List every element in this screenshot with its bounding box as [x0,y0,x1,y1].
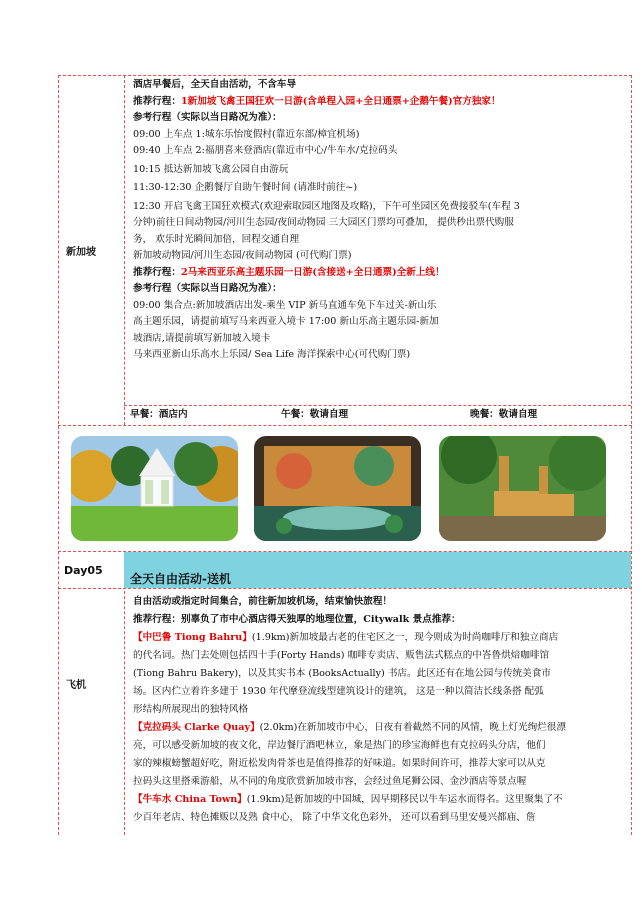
itinerary-line [133,774,629,791]
itinerary-line-text: 推荐行程：别辜负了市中心酒店得天独厚的地理位置，Citywalk 景点推荐： [133,614,461,625]
table-border-top [58,75,632,76]
itinerary-line-text: 拉码头这里搭乘游船，从不同的角度欣赏新加坡市容，会经过鱼尾狮公园、金沙酒店等景点喔 [133,776,527,787]
itinerary-line [133,162,629,179]
meal-breakfast: 早餐：酒店内 [130,409,188,420]
city-label-singapore: 新加坡 [66,247,96,258]
itinerary-line [133,180,629,197]
itinerary-line-text: 推荐行程： [133,266,181,278]
itinerary-line-text: 场。区内伫立着许多建于 1930 年代摩登流线型建筑设计的建筑， 这是一种以简洁长线条搭 配弧 [133,686,544,697]
day-label: Day05 [64,564,103,577]
photo-row-top [58,425,632,426]
city-label-flight: 飞机 [66,680,86,691]
sea-life-exhibit-photo [254,436,421,541]
itinerary-line-text: 12:30 开启飞禽王国狂欢模式(欢迎索取园区地图及攻略)，下午可坐园区免费接驳车(车程 3 [133,200,520,212]
itinerary-line-text: 推荐行程： [133,95,181,107]
itinerary-line-text: 参考行程（实际以当日路况为准）： [133,283,282,294]
itinerary-line [133,127,629,144]
itinerary-line [133,265,629,282]
itinerary-line-text: 马来西亚新山乐高水上乐园/ Sea Life 海洋探索中心(可代购门票) [133,349,411,360]
itinerary-line-text: 亮，可以感受新加坡的夜文化，岸边餐厅酒吧林立，象是热门的珍宝海鲜也有克拉码头分店，他们 [133,740,546,751]
itinerary-line [133,738,629,755]
itinerary-line-text: (1.9km)是新加坡的中国城，因早期移民以牛车运水而得名。这里聚集了不 [246,794,563,805]
itinerary-line [133,612,629,629]
itinerary-line [133,720,629,737]
table-border-right [631,75,632,835]
itinerary-line [133,199,629,216]
meal-lunch: 午餐：敬请自理 [281,409,349,420]
itinerary-line [133,94,629,111]
itinerary-line-text: 形结构所展现出的独特风格 [133,704,249,715]
attraction-name: 【中巴鲁 Tiong Bahru】 [133,632,252,643]
meals-row-divider [124,405,631,406]
itinerary-line-text: 家的辣椒螃蟹超好吃，附近松发肉骨茶也是值得推荐的好味道。如果时间许可，推荐大家可以从克 [133,758,546,769]
itinerary-line-text: 酒店早餐后，全天自由活动，不含车导 [133,79,297,90]
itinerary-line-text: 的代名词。热门去处则包括四十手(Forty Hands) 咖啡专卖店、贩售法式糕点的中峇鲁烘焙咖啡馆 [133,650,550,661]
day05-itinerary [133,594,629,828]
itinerary-line-text: 务， 欢乐时光瞬间加倍，回程交通自理 [133,233,300,245]
singapore-itinerary [133,77,629,364]
itinerary-line-text: 新加坡动物园/河川生态园/夜间动物园 (可代购门票) [133,250,352,261]
itinerary-line [133,630,629,647]
itinerary-line-text: 09:00 上车点 1:城东乐怡度假村(靠近东部/樟宜机场) [133,128,360,140]
itinerary-line-text: (1.9km)新加坡最古老的住宅区之一，现今则成为时尚咖啡厅和独立商店 [251,632,559,643]
itinerary-line [133,792,629,809]
attraction-name: 【牛车水 China Town】 [133,794,247,805]
day-title: 全天自由活动-送机 [130,572,231,586]
itinerary-line-text: 高主题乐园，请提前填写马来西亚入境卡 17:00 新山乐高主题乐园-新加 [133,316,439,327]
itinerary-line-text: 11:30-12:30 企鹅餐厅自助午餐时间 (请准时前往~) [133,182,358,193]
itinerary-line [133,143,629,160]
recommended-tour-highlight: 1新加坡飞禽王国狂欢一日游(含单程入园+全日通票+企鹅午餐)官方独家！ [180,95,501,107]
itinerary-line [133,281,629,298]
city-column-divider-1 [124,75,125,425]
itinerary-line [133,77,629,94]
itinerary-line-text: (2.0km)在新加坡市中心，日夜有着截然不同的风情，晚上灯光绚烂很漂 [259,722,566,733]
itinerary-line [133,594,629,611]
itinerary-line-text: 10:15 抵达新加坡飞禽公园自由游玩 [133,163,289,175]
itinerary-line [133,232,629,249]
itinerary-line-text: (Tiong Bahru Bakery)，以及其实书本 (BooksActually) 书店。此区还有在地公园与传统美食市 [133,668,551,679]
itinerary-line-text: 09:00 集合点:新加坡酒店出发-乘坐 VIP 新马直通车免下车过关-新山乐 [133,299,437,311]
city-column-divider-2 [124,551,125,835]
itinerary-line-text: 坡酒店,请提前填写新加坡入境卡 [133,332,271,344]
itinerary-line [133,756,629,773]
giraffe-feeding-photo [439,436,606,541]
day-row-bottom [58,588,632,589]
itinerary-line [133,648,629,665]
itinerary-line-text: 少百年老店、特色摊贩以及熟 食中心， 除了中华文化色彩外， 还可以看到马里安曼兴都庙、詹 [133,812,536,823]
itinerary-line [133,248,629,265]
itinerary-line [133,110,629,127]
itinerary-line-text: 09:40 上车点 2:福朋喜来登酒店(靠近市中心/牛车水/克拉码头 [133,145,398,156]
meal-dinner: 晚餐：敬请自理 [470,409,538,420]
attraction-name: 【克拉码头 Clarke Quay】 [133,722,260,733]
itinerary-line [133,331,629,348]
table-border-left [58,75,59,835]
gazebo-garden-photo [71,436,238,541]
itinerary-line-text: 自由活动或指定时间集合，前往新加坡机场，结束愉快旅程！ [133,596,393,607]
itinerary-line-text: 分钟)前往日间动物园/河川生态园/夜间动物园 三大园区门票均可叠加， 提供秒出票代购服 [133,217,514,228]
itinerary-line [133,666,629,683]
recommended-tour-highlight: 2马来西亚乐高主题乐园一日游(含接送+全日通票)全新上线！ [180,266,445,278]
itinerary-line [133,298,629,315]
itinerary-line-text: 参考行程（实际以当日路况为准）： [133,112,282,123]
itinerary-line [133,215,629,232]
itinerary-line [133,702,629,719]
itinerary-line [133,810,629,827]
itinerary-line [133,347,629,364]
itinerary-line [133,314,629,331]
itinerary-line [133,684,629,701]
